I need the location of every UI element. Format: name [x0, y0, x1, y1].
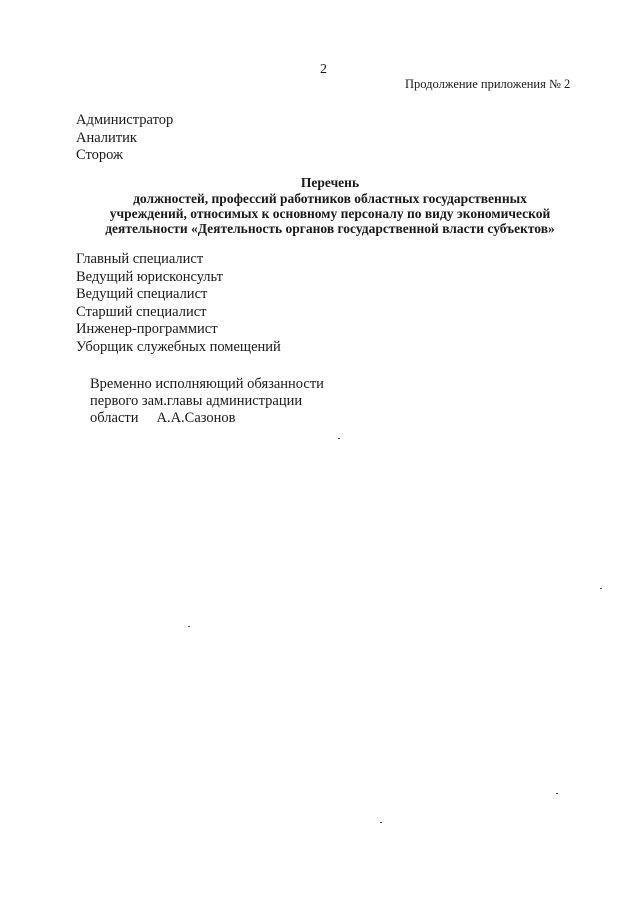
list-item: Администратор: [76, 112, 174, 128]
signature-name-line: [90, 410, 324, 427]
scan-speck: [556, 793, 558, 794]
list-item: Старший специалист: [76, 303, 207, 320]
list-heading: [60, 175, 600, 236]
signature-region: области: [90, 410, 139, 426]
list-item: Уборщик служебных помещений: [76, 338, 281, 355]
heading-line: учреждений, относимых к основному персоналу по виду экономической: [109, 206, 551, 221]
scan-speck: [188, 626, 190, 627]
top-position-list: [76, 112, 173, 165]
heading-line: деятельности «Деятельность органов государственной власти субъектов»: [105, 221, 555, 236]
list-item: Аналитик: [76, 129, 137, 146]
signature-block: [90, 376, 324, 427]
list-item: Ведущий специалист: [76, 286, 208, 302]
heading-title: Перечень: [300, 175, 360, 190]
scan-speck: [338, 438, 340, 439]
position-list: [76, 251, 281, 356]
list-item: Сторож: [76, 147, 124, 163]
list-item: Ведущий юрисконсульт: [76, 268, 223, 285]
list-item: Главный специалист: [76, 251, 204, 267]
continuation-note: Продолжение приложения № 2: [405, 77, 571, 91]
page-number: 2: [320, 62, 327, 77]
heading-line: должностей, профессий работников областных государственных: [133, 191, 527, 206]
signature-title-line: Временно исполняющий обязанности: [90, 376, 324, 392]
signatory-name: А.А.Сазонов: [156, 410, 236, 426]
scan-speck: [380, 822, 382, 823]
signature-title-line: первого зам.главы администрации: [90, 393, 303, 409]
list-item: Инженер-программист: [76, 321, 218, 337]
scan-speck: [600, 588, 602, 589]
